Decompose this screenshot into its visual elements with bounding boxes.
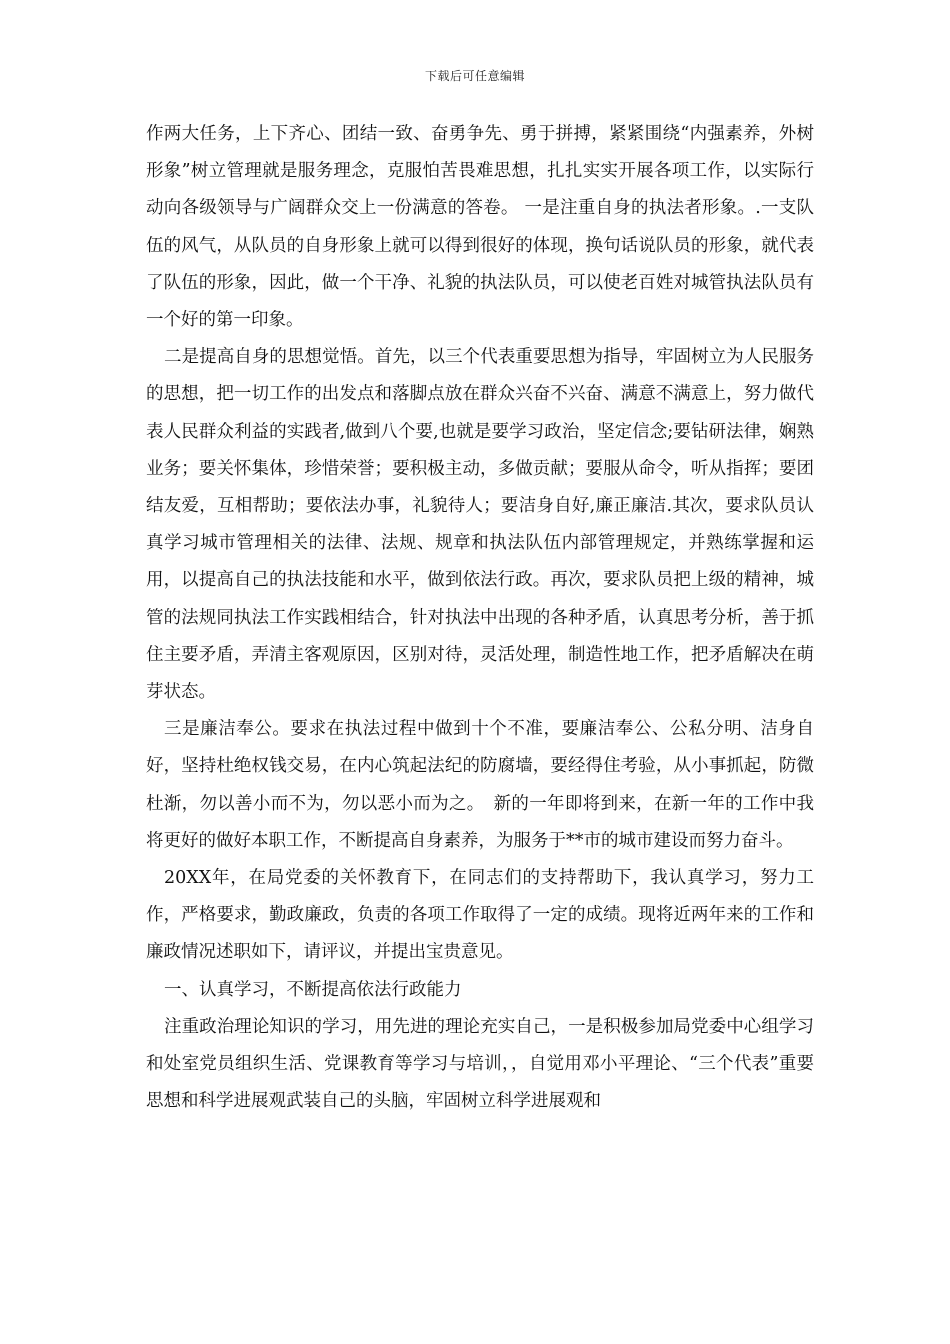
- paragraph: 三是廉洁奉公。要求在执法过程中做到十个不准，要廉洁奉公、公私分明、洁身自好，坚持杜绝权钱交易，在内心筑起法纪的防腐墙，要经得住考验，从小事抓起，防微杜渐，勿以善小而不为，勿以恶小而为之。 新的一年即将到来，在新一年的工作中我将更好的做好本职工作，不断提高自身素养，为服务于**市的城市建设而努力奋斗。: [146, 719, 814, 851]
- document-body: [146, 116, 814, 1120]
- paragraph: 注重政治理论知识的学习，用先进的理论充实自己，一是积极参加局党委中心组学习和处室党员组织生活、党课教育等学习与培训，，自觉用邓小平理论、“三个代表”重要思想和科学进展观武装自己的头脑，牢固树立科学进展观和: [146, 1016, 814, 1112]
- paragraph: 20XX年，在局党委的关怀教育下，在同志们的支持帮助下，我认真学习，努力工作，严格要求，勤政廉政，负责的各项工作取得了一定的成绩。现将近两年来的工作和廉政情况述职如下，请评议，并提出宝贵意见。: [146, 868, 814, 963]
- paragraph: 二是提高自身的思想觉悟。首先，以三个代表重要思想为指导，牢固树立为人民服务的思想，把一切工作的出发点和落脚点放在群众兴奋不兴奋、满意不满意上，努力做代表人民群众利益的实践者,做到八个要,也就是要学习政治，坚定信念;要钻研法律，娴熟业务；要关怀集体，珍惜荣誉；要积极主动，多做贡献；要服从命令，听从指挥；要团结友爱，互相帮助；要依法办事，礼貌待人；要洁身自好,廉正廉洁.其次，要求队员认真学习城市管理相关的法律、法规、规章和执法队伍内部管理规定，并熟练掌握和运用，以提高自己的执法技能和水平，做到依法行政。再次，要求队员把上级的精神，城管的法规同执法工作实践相结合，针对执法中出现的各种矛盾，认真思考分析，善于抓住主要矛盾，弄清主客观原因，区别对待，灵活处理，制造性地工作，把矛盾解决在萌芽状态。: [146, 347, 814, 703]
- page-header: 下载后可任意编辑: [424, 69, 525, 83]
- paragraph: 作两大任务，上下齐心、团结一致、奋勇争先、勇于拼搏，紧紧围绕“内强素养，外树形象”树立管理就是服务理念，克服怕苦畏难思想，扎扎实实开展各项工作，以实际行动向各级领导与广阔群众交上一份满意的答卷。 一是注重自身的执法者形象。.一支队伍的风气，从队员的自身形象上就可以得到很好的体现，换句话说队员的形象，就代表了队伍的形象，因此，做一个干净、礼貌的执法队员，可以使老百姓对城管执法队员有一个好的第一印象。: [146, 124, 814, 331]
- section-heading: 一、认真学习，不断提高依法行政能力: [164, 979, 462, 1000]
